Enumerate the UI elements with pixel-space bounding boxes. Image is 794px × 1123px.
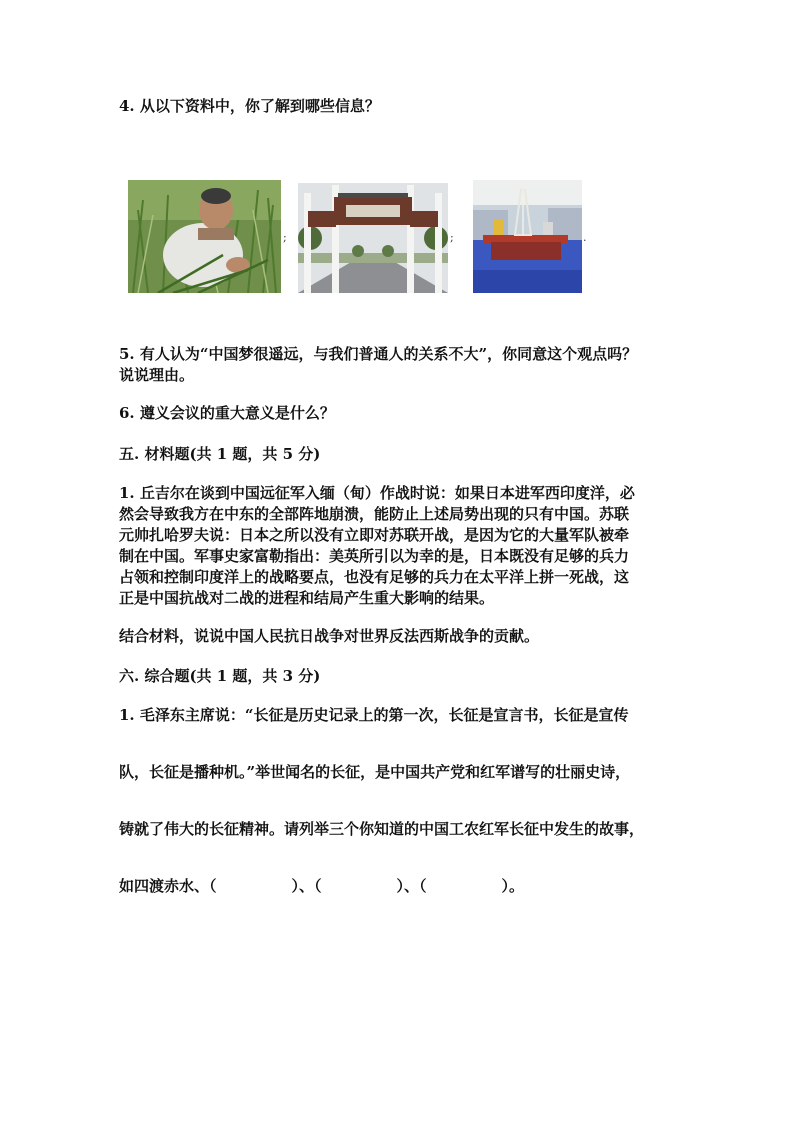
comprehensive-line-1: 1. 毛泽东主席说：“长征是历史记录上的第一次，长征是宣言书，长征是宣传 xyxy=(119,706,629,724)
comprehensive-line-2: 队，长征是播种机。”举世闻名的长征，是中国共产党和红军谱写的壮丽史诗， xyxy=(119,763,631,781)
question-6: 6. 遵义会议的重大意义是什么？ xyxy=(119,404,335,422)
question-5-line-1: 5. 有人认为“中国梦很遥远，与我们普通人的关系不大”，你同意这个观点吗？ xyxy=(119,345,638,363)
separator-period: . xyxy=(583,231,587,244)
comprehensive-line-3: 铸就了伟大的长征精神。请列举三个你知道的中国工农红军长征中发生的故事， xyxy=(119,820,645,838)
question-5-line-2: 说说理由。 xyxy=(119,366,195,384)
section-5-title: 五. 材料题(共 1 题，共 5 分) xyxy=(119,445,321,463)
question-5 xyxy=(119,344,699,386)
rice-field-photo-illustration xyxy=(128,180,281,293)
separator-semicolon: ; xyxy=(283,231,287,244)
material-line-1: 1. 丘吉尔在谈到中国远征军入缅（甸）作战时说：如果日本进军西印度洋，必 xyxy=(119,484,635,502)
exhibition-photo-illustration xyxy=(473,180,582,293)
material-line-3: 元帅扎哈罗夫说：日本之所以没有立即对苏联开战，是因为它的大量军队被牵 xyxy=(119,526,630,544)
photo-rice-field-scientist xyxy=(128,180,281,293)
photo-memorial-archway xyxy=(298,183,448,293)
material-prompt: 结合材料，说说中国人民抗日战争对世界反法西斯战争的贡献。 xyxy=(119,627,540,645)
comprehensive-line-4-blanks: 如四渡赤水、（ ）、（ ）、（ ）。 xyxy=(119,877,525,895)
archway-photo-illustration xyxy=(298,183,448,293)
material-line-6: 正是中国抗战对二战的进程和结局产生重大影响的结果。 xyxy=(119,589,495,607)
section-6-title: 六. 综合题(共 1 题，共 3 分) xyxy=(119,667,321,685)
question-4: 4. 从以下资料中，你了解到哪些信息？ xyxy=(119,97,380,115)
material-question-1 xyxy=(119,483,699,609)
material-line-5: 占领和控制印度洋上的战略要点，也没有足够的兵力在太平洋上拼一死战，这 xyxy=(119,568,630,586)
photo-oil-platform-model xyxy=(473,180,582,293)
material-line-4: 制在中国。军事史家富勒指出：美英所引以为幸的是，日本既没有足够的兵力 xyxy=(119,547,630,565)
material-line-2: 然会导致我方在中东的全部阵地崩溃，能防止上述局势出现的只有中国。苏联 xyxy=(119,505,630,523)
separator-semicolon: ; xyxy=(450,231,454,244)
